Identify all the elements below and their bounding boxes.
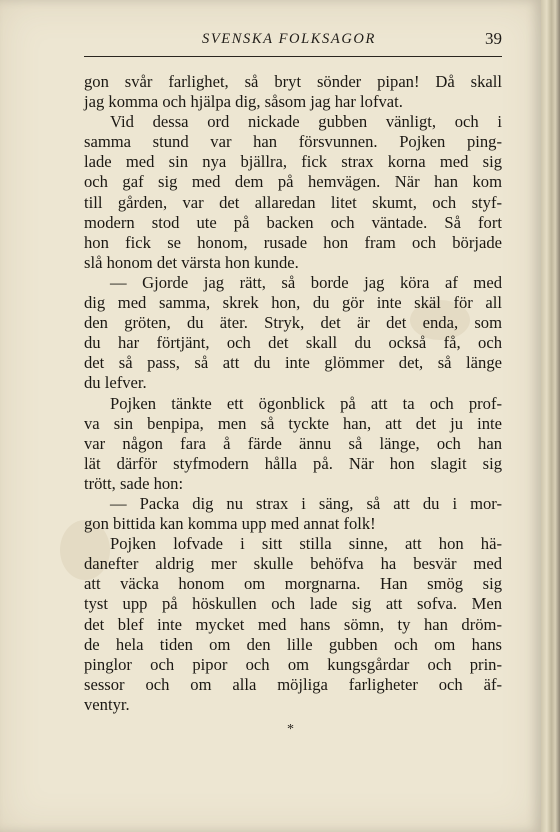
text-line-content: gon bittida kan komma upp med annat folk! [84,514,376,534]
text-line-content: — Packa dig nu strax i säng, så att du i mor- [110,493,502,513]
text-line-content: till gården, var det allaredan litet skumt, och styf- [84,192,502,212]
text-line [84,193,502,213]
text-line-content: hon fick se honom, rusade hon fram och började [84,232,502,252]
header-rule [84,56,502,57]
text-line [84,353,502,373]
text-line [84,655,502,675]
text-line-content: pinglor och pipor och om kungsgårdar och prin- [84,654,502,674]
text-line-content: slå honom det värsta hon kunde. [84,252,299,272]
text-line-content: Vid dessa ord nickade gubben vänligt, och i [110,112,502,132]
text-line [84,675,502,695]
text-line [84,293,502,313]
body-text [84,72,502,715]
page-number: 39 [485,29,502,48]
text-line-content: dig med samma, skrek hon, du gör inte skäl för all [84,293,502,313]
text-line [84,152,502,172]
page-fore-edge [541,0,560,832]
text-line [84,92,502,112]
text-line-content: gon svår farlighet, så bryt sönder pipan! Då skall [84,72,502,91]
text-line-content: och gaf sig med dem på hemvägen. När han kom [84,172,502,192]
text-line-content: du har förtjänt, och det skall du också få, och [84,333,502,353]
text-line [84,373,502,393]
text-line-content: tyst upp på höskullen och lade sig att sofva. Men [84,594,502,614]
text-line [84,414,502,434]
text-line-content: trött, sade hon: [84,473,184,493]
text-line-content: du lefver. [84,373,147,393]
text-line [84,72,502,92]
text-line-content: det så pass, så att du inte glömmer det, så länge [84,353,502,373]
text-line-content: ventyr. [84,694,130,714]
text-line [84,615,502,635]
text-line-content: den gröten, du äter. Stryk, det är det enda, som [84,313,502,333]
text-line [84,313,502,333]
text-line-content: att väcka honom om morgnarna. Han smög sig [84,574,502,594]
text-line [84,434,502,454]
running-head [84,28,502,52]
text-line [84,112,502,132]
text-line [84,273,502,293]
text-line [84,474,502,494]
text-line-content: jag komma och hjälpa dig, såsom jag har lofvat. [84,92,403,112]
text-line [84,695,502,715]
text-line-content: modern stod ute på backen och väntade. Så fort [84,212,502,232]
text-line [84,494,502,514]
text-line-content: samma stund var han försvunnen. Pojken ping- [84,132,502,152]
section-end-mark: * [287,722,294,737]
text-line [84,554,502,574]
text-line-content: va sin benpipa, men så tyckte han, att det ju inte [84,413,502,433]
text-line [84,233,502,253]
text-line-content: Pojken lofvade i sitt stilla sinne, att hon hä- [110,534,502,554]
text-line [84,635,502,655]
text-line [84,172,502,192]
text-line-content: danefter aldrig mer skulle behöfva ha besvär med [84,554,502,574]
text-line-content: de hela tiden om den lille gubben och om hans [84,634,502,654]
text-line-content: det blef inte mycket med hans sömn, ty han dröm- [84,614,502,634]
text-line [84,333,502,353]
running-head-title: SVENSKA FOLKSAGOR [202,31,376,47]
text-line [84,594,502,614]
text-line [84,132,502,152]
text-line-content: sessor och om alla möjliga farligheter och äf- [84,674,502,694]
text-line [84,253,502,273]
text-line-content: lät därför styfmodern hålla på. När hon slagit sig [84,453,502,473]
text-line [84,213,502,233]
text-line-content: lade med sin nya bjällra, fick strax korna med sig [84,152,502,172]
text-line [84,394,502,414]
text-line [84,534,502,554]
text-line-content: var någon fara å färde ännu så länge, och han [84,433,502,453]
text-line [84,574,502,594]
text-line-content: — Gjorde jag rätt, så borde jag köra af med [110,272,502,292]
text-line-content: Pojken tänkte ett ögonblick på att ta och prof- [110,393,502,413]
text-line [84,514,502,534]
text-line [84,454,502,474]
